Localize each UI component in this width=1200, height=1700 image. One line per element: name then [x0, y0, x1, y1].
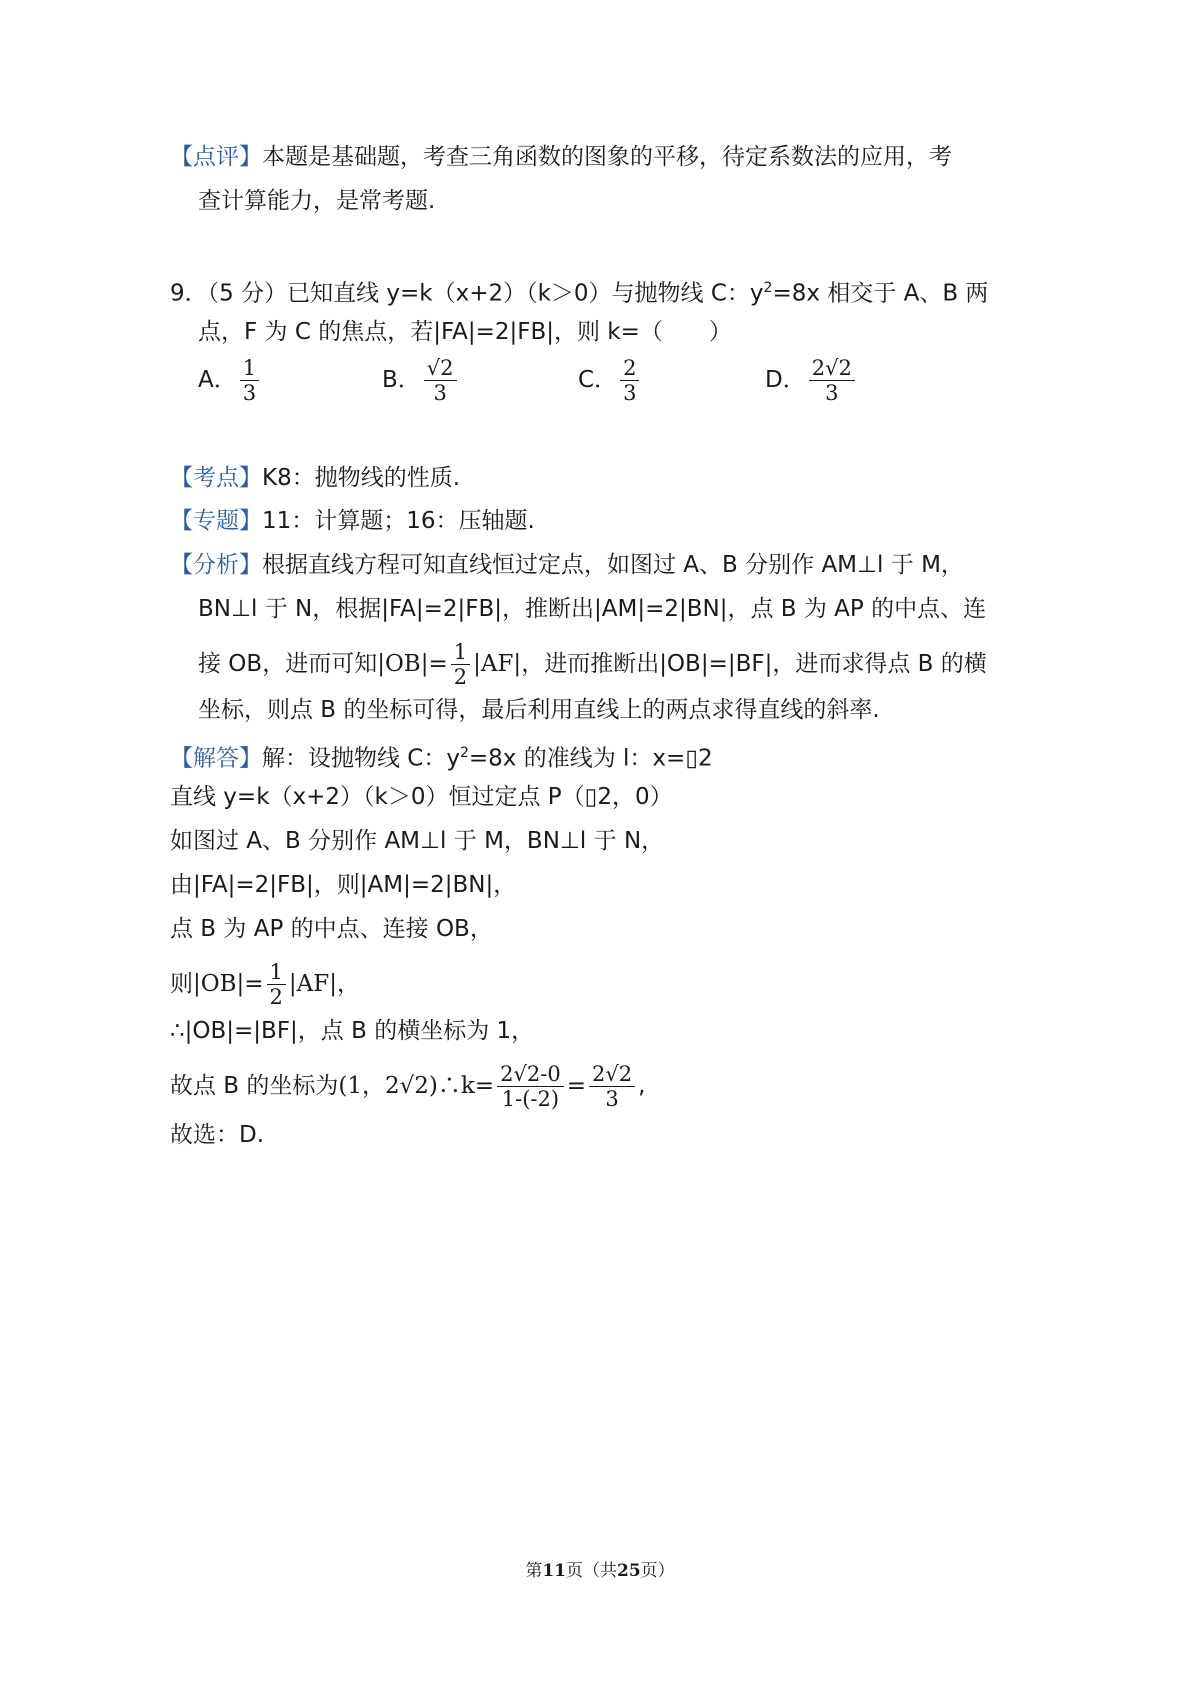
question-stem-line-1: [170, 271, 988, 311]
slope-den: 1-(-2): [501, 1087, 560, 1111]
zhuanti-text: 11：计算题；16：压轴题.: [262, 508, 535, 534]
jieda-half-den: 2: [269, 985, 283, 1009]
jieda-tag: 【解答】: [170, 745, 262, 772]
footer-prefix: 第: [525, 1561, 543, 1581]
option-d-den: 3: [825, 381, 839, 405]
jieda-line-5: 点 B 为 AP 的中点、连接 OB，: [170, 916, 493, 942]
page-footer: [0, 1556, 1200, 1581]
fenxi-line-3: [198, 640, 987, 689]
jieda-line1-b: =8x 的准线为 l：x=▯2: [468, 745, 713, 772]
option-b-fraction: [424, 356, 457, 405]
jieda-line1-sup: 2: [459, 745, 469, 761]
jieda-line-8: [170, 1062, 645, 1111]
jieda-line-9: 故选：D.: [170, 1122, 265, 1148]
comment-line-2: 查计算能力，是常考题.: [198, 188, 436, 214]
jieda-line6-d: ，: [336, 971, 360, 997]
option-d-label: D．: [765, 367, 806, 393]
zhuanti-tag: 【专题】: [170, 508, 262, 534]
jieda-line8-b: (1，2√2)∴k=: [338, 1073, 495, 1099]
footer-page-number: 11: [542, 1561, 566, 1581]
option-a-den: 3: [242, 381, 257, 405]
option-c-num: 2: [620, 356, 639, 381]
option-c-fraction: [620, 356, 639, 405]
result-fraction: [589, 1062, 635, 1111]
kaodian-line: [170, 461, 460, 495]
footer-mid: 页（共: [566, 1561, 617, 1581]
jieda-half-num: 1: [267, 960, 286, 985]
comment-line-1: [170, 140, 952, 174]
option-c: [578, 356, 642, 405]
option-a-label: A．: [198, 367, 237, 393]
result-den: 3: [605, 1087, 619, 1111]
comment-text-1: 本题是基础题，考查三角函数的图象的平移，待定系数法的应用，考: [262, 144, 952, 170]
option-c-den: 3: [623, 381, 637, 405]
question-stem-sup: 2: [763, 280, 773, 296]
option-b-label: B．: [382, 367, 421, 393]
fenxi-half-fraction: [451, 640, 470, 689]
option-d-fraction: [809, 356, 855, 405]
comment-tag: 【点评】: [170, 144, 262, 170]
fenxi-tag: 【分析】: [170, 552, 262, 578]
jieda-line8-a: 故点 B 的坐标为: [170, 1073, 339, 1099]
jieda-line-3: 如图过 A、B 分别作 AM⊥l 于 M，BN⊥l 于 N，: [170, 828, 665, 854]
option-a-num: 1: [240, 356, 259, 381]
kaodian-text: K8：抛物线的性质.: [262, 465, 461, 491]
zhuanti-line: [170, 504, 535, 538]
jieda-line6-b: |OB|=: [193, 971, 264, 997]
question-stem-part-b: =8x 相交于 A、B 两: [772, 280, 989, 307]
jieda-line-2: 直线 y=k（x+2）（k＞0）恒过定点 P（▯2，0）: [170, 784, 673, 810]
option-a: [198, 356, 262, 405]
fenxi-line-4: 坐标，则点 B 的坐标可得，最后利用直线上的两点求得直线的斜率.: [198, 697, 880, 723]
option-b: [382, 356, 460, 405]
fenxi-line-2: BN⊥l 于 N，根据|FA|=2|FB|，推断出|AM|=2|BN|，点 B 为 AP 的中点、连: [198, 596, 987, 622]
result-num: 2√2: [589, 1062, 635, 1087]
jieda-line-7: ∴|OB|=|BF|，点 B 的横坐标为 1，: [170, 1018, 535, 1044]
jieda-line6-c: |AF|: [288, 971, 337, 997]
jieda-half-fraction: [267, 960, 286, 1009]
fenxi-line3-c: |AF|: [473, 651, 522, 677]
option-c-label: C．: [578, 367, 618, 393]
option-b-den: 3: [433, 381, 447, 405]
fenxi-half-den: 2: [453, 665, 468, 689]
question-stem-part-a: 9．（5 分）已知直线 y=k（x+2）（k＞0）与抛物线 C：y: [170, 280, 764, 307]
fenxi-line3-d: ，进而推断出|OB|=|BF|，进而求得点 B 的横: [521, 651, 987, 677]
jieda-line6-a: 则: [170, 971, 193, 997]
jieda-line-1: [170, 736, 713, 776]
footer-total-pages: 25: [617, 1561, 641, 1581]
slope-num: 2√2-0: [497, 1062, 564, 1087]
jieda-line-4: 由|FA|=2|FB|，则|AM|=2|BN|，: [170, 872, 517, 898]
footer-suffix: 页）: [640, 1561, 675, 1581]
fenxi-half-num: 1: [451, 640, 470, 665]
fenxi-text-1: 根据直线方程可知直线恒过定点，如图过 A、B 分别作 AM⊥l 于 M，: [262, 552, 964, 578]
option-a-fraction: [240, 356, 259, 405]
option-d-num: 2√2: [809, 356, 855, 381]
question-stem-line-2: 点，F 为 C 的焦点，若|FA|=2|FB|，则 k=（ ）: [198, 319, 732, 345]
jieda-line-6: [170, 960, 360, 1009]
fenxi-line-1: [170, 548, 964, 582]
jieda-line8-c: ,: [638, 1073, 646, 1099]
option-b-num: √2: [424, 356, 457, 381]
kaodian-tag: 【考点】: [170, 465, 262, 491]
jieda-line8-eq: =: [566, 1073, 586, 1099]
option-d: [765, 356, 858, 405]
jieda-line1-a: 解：设抛物线 C：y: [262, 745, 460, 772]
slope-fraction: [497, 1062, 564, 1111]
fenxi-line3-b: |OB|=: [377, 651, 448, 677]
fenxi-line3-a: 接 OB，进而可知: [198, 651, 378, 677]
